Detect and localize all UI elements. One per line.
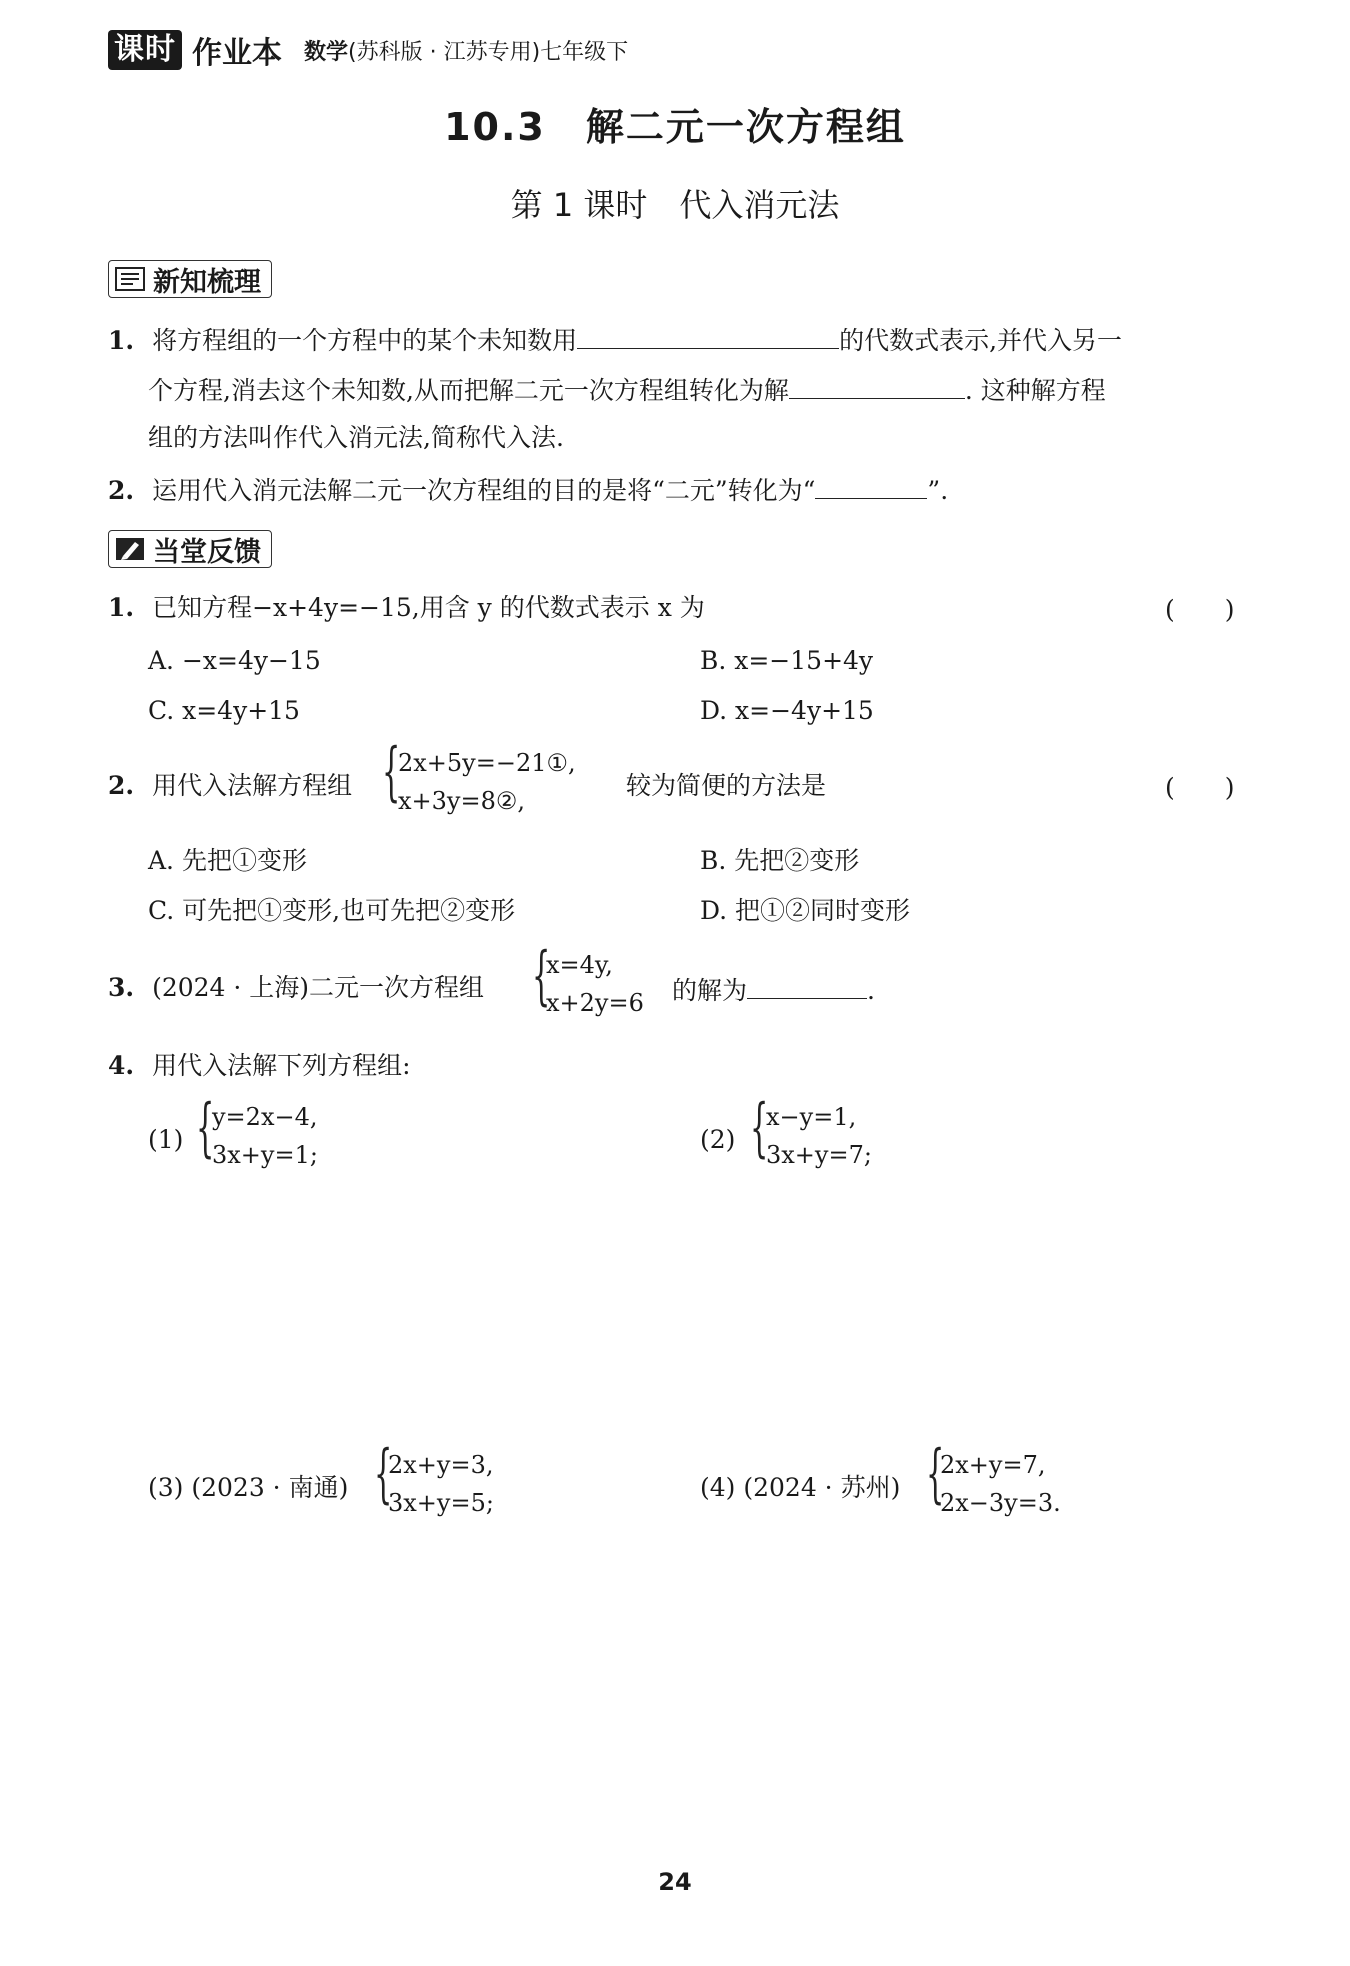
equation-1: 2x+y=7, <box>940 1451 1046 1479</box>
equation-brace: { <box>374 1437 393 1511</box>
brand-name: 作业本 <box>192 36 282 71</box>
equation-brace: { <box>382 735 401 809</box>
equation-1: 2x+5y=−21①, <box>398 749 576 777</box>
equation-2: x+2y=6 <box>546 989 644 1017</box>
chapter-title: 10.3 解二元一次方程组 <box>444 105 906 149</box>
lesson-title: 第 1 课时 代入消元法 <box>510 186 840 224</box>
equation-brace: { <box>532 939 551 1013</box>
equation-brace: { <box>750 1091 769 1165</box>
answer-blank[interactable] <box>815 470 927 499</box>
equation-1: x−y=1, <box>766 1103 857 1131</box>
answer-blank[interactable] <box>577 320 839 349</box>
q4-part4-system <box>940 1446 1061 1522</box>
feedback-q1-stem: 1. 已知方程−x+4y=−15,用含 y 的代数式表示 x 为 <box>108 593 705 622</box>
feedback-q4-stem: 4. 用代入法解下列方程组: <box>108 1051 411 1080</box>
q3-system <box>546 946 644 1022</box>
q4-part3-system <box>388 1446 494 1522</box>
equation-1: 2x+y=3, <box>388 1451 494 1479</box>
option-c: C. x=4y+15 <box>148 696 300 725</box>
q2-system <box>398 744 576 820</box>
option-a: A. −x=4y−15 <box>148 646 321 675</box>
notebook-icon <box>115 266 145 292</box>
knowledge-q2: 2. 运用代入消元法解二元一次方程组的目的是将“二元”转化为“ ”. <box>108 470 948 509</box>
feedback-q2-stem-end: 较为简便的方法是 <box>626 771 827 800</box>
brand-logo: 课时 <box>108 30 182 70</box>
feedback-q3-stem: 3. (2024 · 上海)二元一次方程组 <box>108 973 485 1002</box>
pencil-icon <box>115 536 145 562</box>
equation-2: 2x−3y=3. <box>940 1489 1061 1517</box>
q4-part2-system <box>766 1098 872 1174</box>
answer-parentheses[interactable]: ( ) <box>1165 773 1235 802</box>
header-subject-line <box>304 35 628 66</box>
option-d: D. x=−4y+15 <box>700 696 874 725</box>
knowledge-q1-line3: 组的方法叫作代入消元法,简称代入法. <box>148 423 564 452</box>
equation-2: 3x+y=1; <box>212 1141 318 1169</box>
section-label-text: 新知梳理 <box>153 266 261 298</box>
q4-part1-label: (1) <box>148 1125 184 1154</box>
page-header <box>108 28 628 72</box>
equation-2: x+3y=8②, <box>398 787 525 815</box>
equation-brace: { <box>196 1091 215 1165</box>
option-b: B. 先把②变形 <box>700 846 860 875</box>
equation-2: 3x+y=7; <box>766 1141 872 1169</box>
answer-blank[interactable] <box>789 370 965 399</box>
option-b: B. x=−15+4y <box>700 646 874 675</box>
answer-parentheses[interactable]: ( ) <box>1165 595 1235 624</box>
page-number: 24 <box>658 1868 692 1896</box>
knowledge-q1-line2: 个方程,消去这个未知数,从而把解二元一次方程组转化为解 . 这种解方程 <box>148 370 1106 409</box>
knowledge-q1-line1: 1. 将方程组的一个方程中的某个未知数用 的代数式表示,并代入另一 <box>108 320 1122 359</box>
feedback-q3-stem-end: 的解为 . <box>672 970 875 1009</box>
equation-1: y=2x−4, <box>212 1103 318 1131</box>
section-label-text: 当堂反馈 <box>153 536 261 568</box>
q4-part2-label: (2) <box>700 1125 736 1154</box>
section-new-knowledge <box>108 260 272 298</box>
header-edition: (苏科版 · 江苏专用)七年级下 <box>348 39 629 65</box>
option-a: A. 先把①变形 <box>148 846 307 875</box>
answer-blank[interactable] <box>747 970 867 999</box>
equation-1: x=4y, <box>546 951 613 979</box>
option-c: C. 可先把①变形,也可先把②变形 <box>148 896 516 925</box>
feedback-q2-stem: 2. 用代入法解方程组 <box>108 771 353 800</box>
header-subject: 数学 <box>304 39 349 65</box>
equation-2: 3x+y=5; <box>388 1489 494 1517</box>
equation-brace: { <box>926 1437 945 1511</box>
option-d: D. 把①②同时变形 <box>700 896 911 925</box>
section-feedback <box>108 530 272 568</box>
q4-part1-system <box>212 1098 318 1174</box>
q4-part3-label: (3) (2023 · 南通) <box>148 1473 349 1502</box>
q4-part4-label: (4) (2024 · 苏州) <box>700 1473 901 1502</box>
